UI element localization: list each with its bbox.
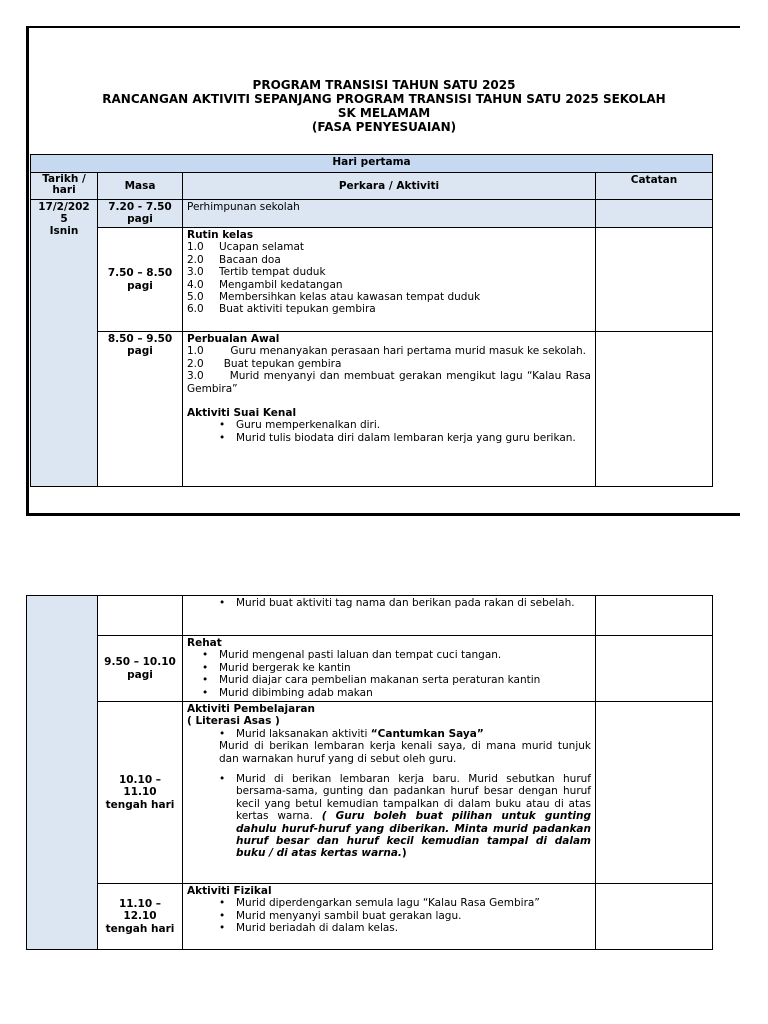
catatan-cell [596, 702, 713, 884]
list-item: • Murid dibimbing adab makan [219, 687, 591, 699]
heading-line-2: RANCANGAN AKTIVITI SEPANJANG PROGRAM TRANSISI TAHUN SATU 2025 SEKOLAH [102, 92, 666, 106]
numbered-item: 6.0 Buat aktiviti tepukan gembira [187, 303, 376, 316]
catatan-cell [596, 636, 713, 702]
list-item: • Murid bergerak ke kantin [219, 662, 591, 674]
date-cell [31, 200, 98, 487]
header-masa: Masa [98, 173, 183, 200]
numbered-item: 5.0 Membersihkan kelas atau kawasan tempat duduk [187, 291, 481, 304]
day-title: Hari pertama [31, 155, 713, 173]
numbered-item: 2.0 Bacaan doa [187, 253, 281, 266]
bullet-list [187, 728, 591, 740]
table-row [27, 596, 713, 636]
list-item: • Murid mengenal pasti laluan dan tempat cuci tangan. [219, 649, 591, 661]
list-item: • Murid laksanakan aktiviti “Cantumkan Saya” [236, 728, 591, 740]
table-row [31, 228, 713, 332]
header-catatan: Catatan [596, 173, 713, 200]
activity-cell [183, 228, 596, 332]
heading-line-1: PROGRAM TRANSISI TAHUN SATU 2025 [252, 78, 516, 92]
catatan-cell [596, 596, 713, 636]
date-value: 17/2/202 5 [38, 201, 90, 225]
masa-cell: 8.50 – 9.50 pagi [98, 332, 183, 487]
masa-cell: 10.10 – 11.10 tengah hari [98, 702, 183, 884]
activity-subtitle: ( Literasi Asas ) [187, 715, 280, 728]
catatan-cell [596, 332, 713, 487]
table-row [31, 200, 713, 228]
activity-title: Perbualan Awal [187, 333, 280, 345]
schedule-table-page-1 [30, 154, 713, 487]
activity-title: Rehat [187, 637, 222, 649]
activity-title: Rutin kelas [187, 229, 254, 241]
masa-cell: 11.10 – 12.10 tengah hari [98, 884, 183, 950]
list-item: • Guru memperkenalkan diri. [236, 419, 591, 431]
table-row [27, 702, 713, 884]
date-cell [27, 596, 98, 950]
masa-cell: 9.50 – 10.10 pagi [98, 636, 183, 702]
list-item: • Murid menyanyi sambil buat gerakan lagu. [236, 910, 591, 922]
numbered-item: 2.0 Buat tepukan gembira [187, 357, 342, 370]
catatan-cell [596, 200, 713, 228]
catatan-cell [596, 228, 713, 332]
bullet-list [187, 897, 591, 934]
heading-line-3: SK MELAMAM [337, 106, 431, 120]
day-value: Isnin [49, 225, 79, 237]
day-title-row [31, 155, 713, 173]
list-item: • Murid beriadah di dalam kelas. [236, 922, 591, 934]
header-row [31, 173, 713, 200]
activity-cell: Perhimpunan sekolah [183, 200, 596, 228]
activity-title: Aktiviti Fizikal [187, 885, 272, 897]
numbered-item: 4.0 Mengambil kedatangan [187, 278, 343, 291]
table-row [31, 332, 713, 487]
list-item: • Murid diajar cara pembelian makanan serta peraturan kantin [219, 674, 591, 686]
numbered-item: 3.0 Murid menyanyi dan membuat gerakan mengikut lagu “Kalau Rasa Gembira” [187, 370, 595, 395]
bullet-list [187, 597, 591, 609]
activity-cell [183, 332, 596, 487]
activity-cell [183, 884, 596, 950]
list-item: • Murid diperdengarkan semula lagu “Kalau Rasa Gembira” [236, 897, 591, 909]
table-row [27, 884, 713, 950]
heading-line-4: (FASA PENYESUAIAN) [311, 120, 457, 134]
activity-cell [183, 702, 596, 884]
list-item: • Murid tulis biodata diri dalam lembaran kerja yang guru berikan. [236, 432, 591, 444]
numbered-item: 3.0 Tertib tempat duduk [187, 266, 326, 279]
activity-subtitle: Aktiviti Suai Kenal [187, 407, 297, 420]
list-item: • Murid buat aktiviti tag nama dan berikan pada rakan di sebelah. [236, 597, 591, 609]
masa-cell [98, 596, 183, 636]
bullet-list [187, 649, 591, 699]
activity-cell [183, 636, 596, 702]
header-tarikh: Tarikh / hari [31, 173, 98, 200]
table-row [27, 636, 713, 702]
bullet-list [187, 419, 591, 444]
masa-cell: 7.20 - 7.50 pagi [98, 200, 183, 228]
activity-title: Aktiviti Pembelajaran [187, 703, 315, 715]
catatan-cell [596, 884, 713, 950]
numbered-item: 1.0 Ucapan selamat [187, 241, 305, 254]
masa-cell: 7.50 – 8.50 pagi [98, 228, 183, 332]
numbered-item: 1.0 Guru menanyakan perasaan hari pertama murid masuk ke sekolah. [187, 345, 586, 358]
header-perkara: Perkara / Aktiviti [183, 173, 596, 200]
document-heading [30, 78, 738, 134]
list-item: • Murid di berikan lembaran kerja baru. Murid sebutkan huruf bersama-sama, gunting dan padankan huruf besar dengan huruf kecil yang betul kemudian tampalkan di dalam buku atau di atas kertas warna. ( Guru boleh buat pilihan untuk gunting dahulu huruf-huruf yang diberikan. Minta murid padankan huruf besar dan huruf kecil kemudian tampal di dalam buku / di atas kertas warna.) [236, 773, 591, 860]
schedule-table-page-2 [26, 595, 713, 950]
bullet-list [187, 773, 591, 860]
activity-cell [183, 596, 596, 636]
paragraph: Murid di berikan lembaran kerja kenali saya, di mana murid tunjuk dan warnakan huruf yang di sebut oleh guru. [219, 740, 591, 765]
